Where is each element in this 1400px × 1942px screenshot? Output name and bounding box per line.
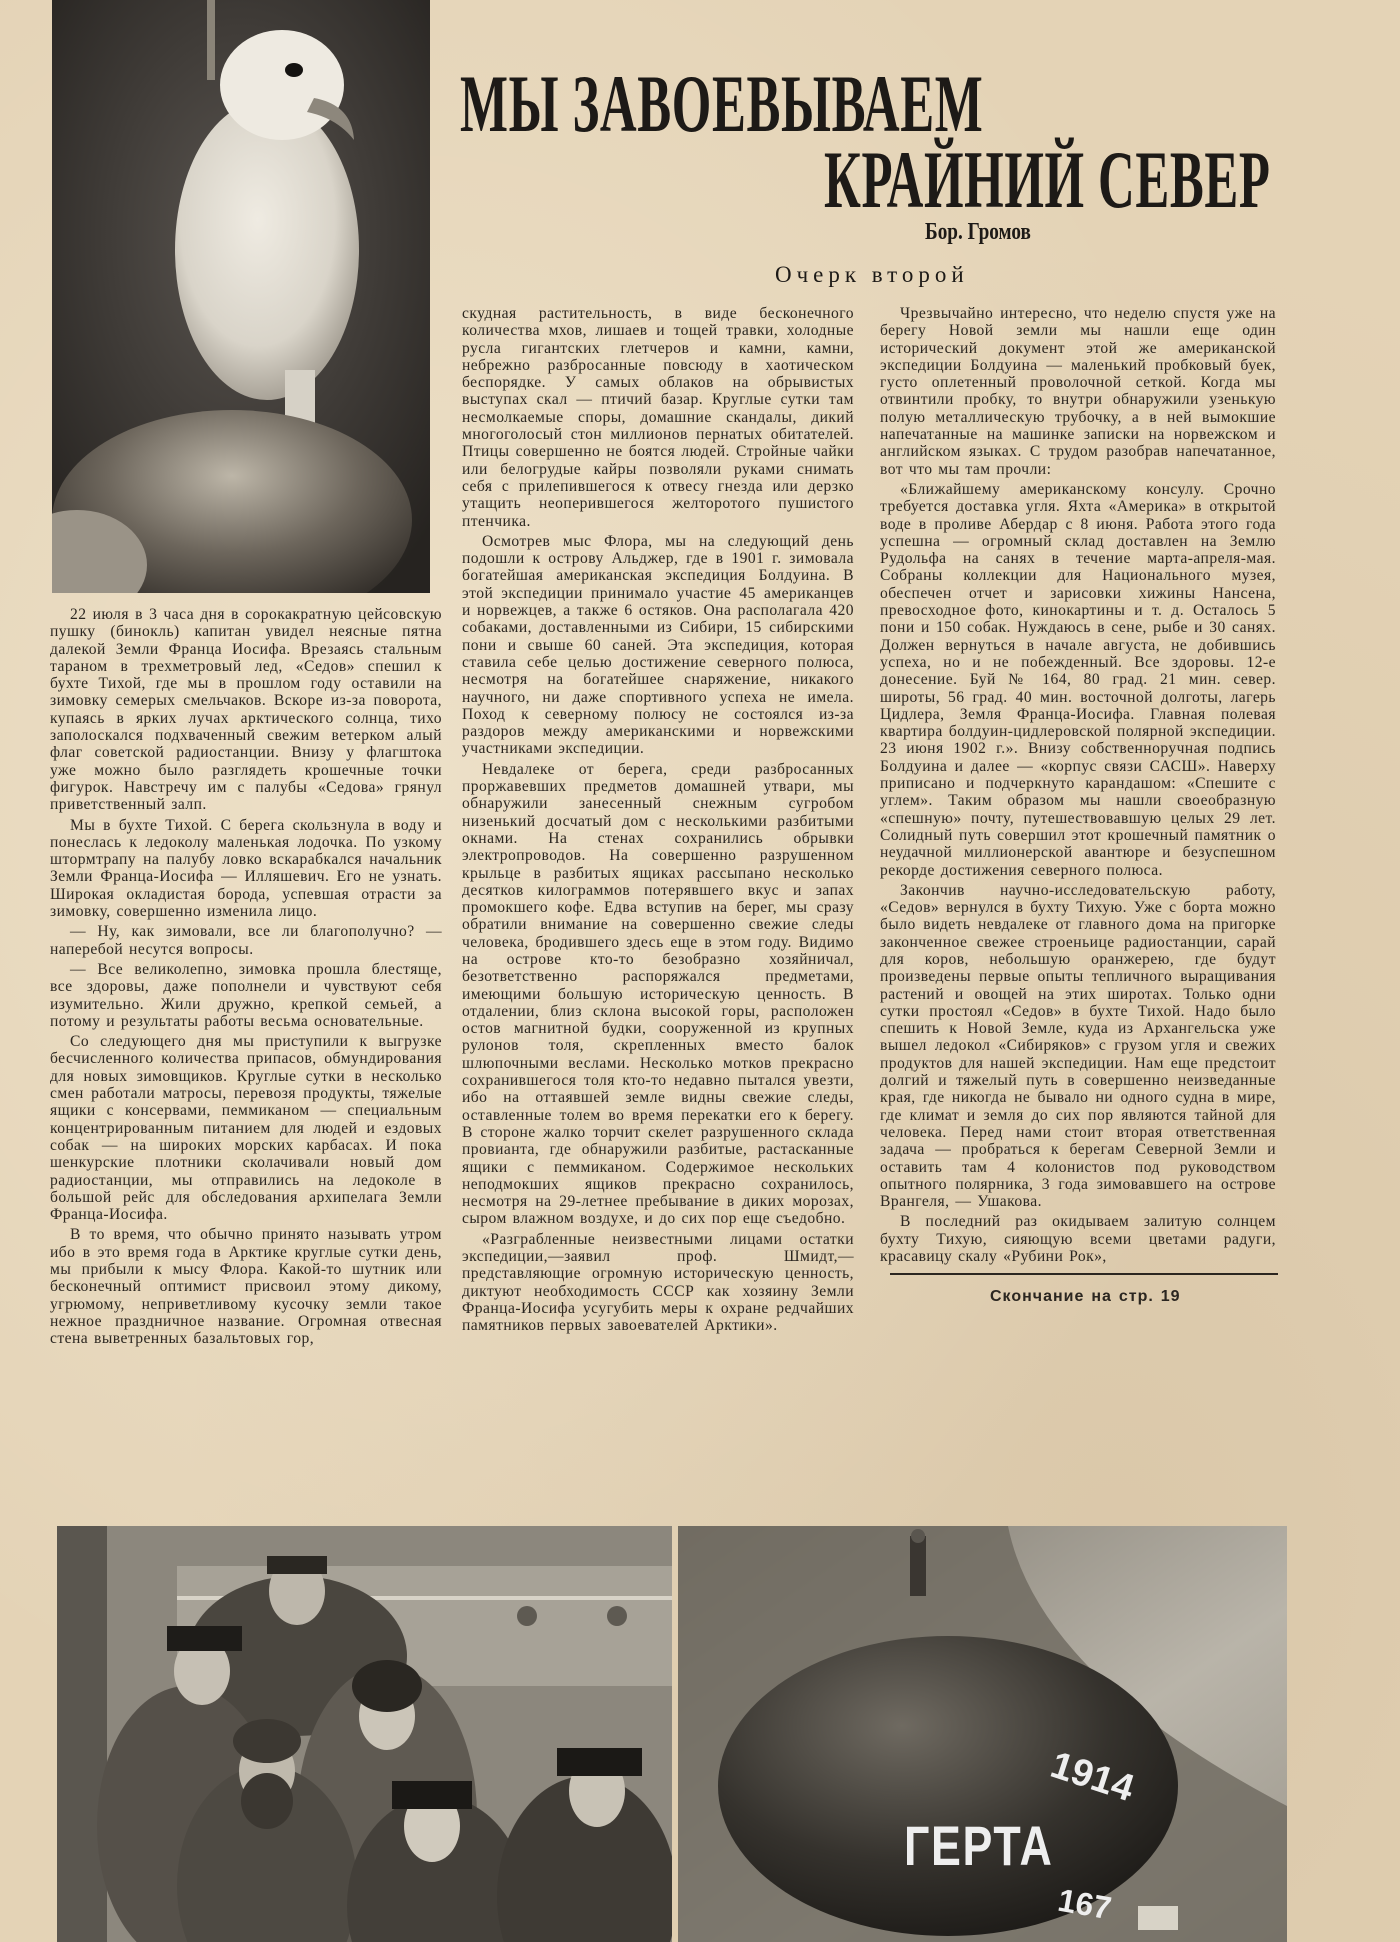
paragraph: «Ближайшему американскому консулу. Срочно требуется доставка угля. Яхта «Америка» в открытой воде в проливе Абердар с 8 июня. Работа этого года успешна — огромный склад доставлен на Землю Рудольфа на санях в течение марта-апреля-мая. Собраны коллекции для Национального музея, обеспечен отчет и зарисовки хижины Нансена, превосходное фото, кинокартины и т. д. Осталось 5 пони и 150 собак. Нуждаюсь в сене, рыбе и 30 санях. Должен вернуться в начале августа, не добившись успеха, но и не побежденный. Все здоровы. 12-е донесение. Буй № 164, 80 град. 21 мин. север. широты, 56 град. 40 мин. восточной долготы, лагерь Цидлера, Земля Франца-Иосифа. Главная полевая квартира болдуин-цидлеровской полярной экспедиции. 23 июня 1902 г.». Внизу собственноручная подпись Болдуина и далее — «корпус связи САСШ». Наверху приписано и подчеркнуто карандашом: «Спешите с углем». Таким образом мы нашли своеобразную «спешную» почту, путешествовавшую целых 29 лет. Солидный путь совершил этот крошечный памятник о неудачной миллионерской авантюре и безуспешном рекорде достижения северного полюса. — [880, 480, 1276, 879]
boulder-photo-image — [678, 1526, 1287, 1942]
paragraph: В то время, что обычно принято называть утром ибо в это время года в Арктике круглые сутки день, мы прибыли к мысу Флора. Какой-то шутник или бесконечный оптимист присвоил этому дикому, угрюмому, неприветливому кусочку земли такое нежное праздничное название. Огромная отвесная стена выветренных базальтовых гор, — [50, 1226, 442, 1348]
article-subtitle: Очерк второй — [775, 262, 969, 287]
article-title-line-1: МЫ ЗАВОЕВЫВАЕМ — [460, 58, 984, 149]
paragraph: В последний раз окидываем залитую солнцем бухту Тихую, сияющую всеми цветами радуги, красавицу скалу «Рубини Рок», — [880, 1213, 1276, 1266]
continuation-note: Скончание на стр. 19 — [990, 1288, 1181, 1306]
paragraph: Чрезвычайно интересно, что неделю спустя уже на берегу Новой земли мы нашли еще один исторический документ этой же американской экспедиции Болдуина — маленький пробковый буек, густо оплетенный проволочной сеткой. Когда мы отвинтили пробку, то внутри обнаружили узенькую полую металлическую трубочку, а в ней вымокшие напечатанные на машинке записки на норвежском и английском языках. С трудом разобрав напечатанное, вот что мы там прочли: — [880, 305, 1276, 478]
text-column-right — [880, 305, 1276, 1307]
rock-inscription-year: 1914 — [1045, 1743, 1139, 1811]
paragraph: Осмотрев мыс Флора, мы на следующий день подошли к острову Альджер, где в 1901 г. зимовала богатейшая американская экспедиция Болдуина. В этой экспедиции принимало участие 45 американцев и норвежцев, а также 6 остяков. Она располагала 420 собаками, доставленными из Сибири, 15 сибирскими пони и свыше 60 саней. Эта экспедиция, которая ставила себе целью достижение северного полюса, несмотря на богатейшее снаряжение, никакого научного, ни даже спортивного успеха не имела. Поход к северному полюсу не состоялся из-за раздоров между американскими и норвежскими участниками экспедиции. — [462, 532, 854, 758]
group-photo-image — [57, 1526, 672, 1942]
rock-inscription-number: 167 — [1055, 1881, 1115, 1927]
bird-photo-image — [52, 0, 430, 593]
article-author: Бор. Громов — [925, 219, 1031, 245]
paragraph: Закончив научно-исследовательскую работу, «Седов» вернулся в бухту Тихую. Уже с борта можно было видеть невдалеке от главного дома на пригорке законченное свежее строеньице радиостанции, сарай для коров, небольшую оранжерею, где будут произведены первые опыты тепличного выращивания растений и овощей на этих широтах. Только одни сутки простоял «Седов» в бухте Тихой. Надо было спешить к Новой Земле, куда из Архангельска уже вышел ледокол «Сибиряков» с грузом угля и свежих продуктов для нашей экспедиции. Нам еще предстоит долгий и тяжелый путь в совершенно неизведанные края, где никогда не бывало ни одного судна в мире, где климат и земля до сих пор являются тайной для человека. Перед нами стоит вторая ответственная задача — пробраться к берегам Северной Земли и оставить там 4 колонистов под руководством опытного полярника, 3 года зимовавшего на острове Врангеля, — Ушакова. — [880, 881, 1276, 1211]
paragraph: «Разграбленные неизвестными лицами остатки экспедиции,—заявил проф. Шмидт,— представляющие огромную историческую ценность, диктуют необходимость СССР как хозяину Земли Франца-Иосифа усугубить меры к охране редчайших памятников первых завоевателей Арктики». — [462, 1230, 854, 1335]
paragraph: Невдалеке от берега, среди разбросанных проржавевших предметов домашней утвари, мы обнаружили занесенный снежным сугробом низенький досчатый дом с несколькими разбитыми окнами. На стенах сохранились обрывки электропроводов. На совершенно разрушенном крыльце в разбитых ящиках рассыпано несколько десятков килограммов потерявшего вкус и запах промокшего кофе. Едва вступив на берег, мы сразу обратили внимание на совершенно свежие следы человека, бродившего здесь еще в этом году. Видимо на острове кто-то безобразно хозяйничал, безответственно распоряжался предметами, имеющими большую историческую ценность. В отдалении, близ склона высокой горы, расположен остов магнитной будки, сооруженной из крупных рулонов толя, скрепленных вместо балок шлюпочными веслами. Несколько мотков прекрасно сохранившегося толя кто-то недавно пытался увезти, ибо на оттаявшей земле видны свежие следы, оставленные толем во время перекатки его к берегу. В стороне жалко торчит скелет разрушенного склада провианта, где обнаружили разбитые, растасканные ящики с пеммиканом. Содержимое нескольких неподмокших ящиков прекрасно сохранилось, несмотря на 29-летнее пребывание в диких морозах, сыром влажном воздухе, и до сих пор еще съедобно. — [462, 760, 854, 1228]
paragraph: Мы в бухте Тихой. С берега скользнула в воду и понеслась к ледоколу маленькая лодочка. По узкому штормтрапу на палубу ловко вскарабкался начальник Земли Франца-Иосифа — Илляшевич. Его не узнать. Широкая окладистая борода, успевшая отрасти за зимовку, совершенно изменила лицо. — [50, 816, 442, 921]
paragraph: скудная растительность, в виде бесконечного количества мхов, лишаев и тощей травки, холодные русла гигантских глетчеров и камни, камни, небрежно разбросанные повсюду в хаотическом беспорядке. У самых облаков на обрывистых выступах скал — птичий базар. Круглые сутки там несмолкаемые споры, домашние скандалы, дикий многоголосый стон миллионов пернатых обитателей. Птицы совершенно не боятся людей. Стройные чайки или белогрудые кайры позволяли руками снимать себя с прилепившегося к отвесу гнезда или дерзко утащить неоперившегося желторотого пушистого птенчика. — [462, 305, 854, 530]
text-column-middle — [462, 305, 854, 1338]
paragraph: — Все великолепно, зимовка прошла блестяще, все здоровы, даже пополнели и чувствуют себя изумительно. Жили дружно, крепкой семьей, а потому и результаты работы весьма основательные. — [50, 960, 442, 1030]
paragraph: Со следующего дня мы приступили к выгрузке бесчисленного количества припасов, обмундирования для новых зимовщиков. Круглые сутки в несколько смен работали матросы, перевозя продукты, тяжелые ящики с консервами, пеммиканом — специальным концентрированным питанием для людей и ездовых собак — на широких морских карбасах. И пока шенкурские плотники сколачивали новый дом радиостанции, мы отправились на ледоколе в большой рейс для обследования архипелага Земли Франца-Иосифа. — [50, 1033, 442, 1224]
photo-expedition-members — [57, 1526, 672, 1942]
photo-inscribed-boulder — [678, 1526, 1287, 1942]
paragraph: 22 июля в 3 часа дня в сорокакратную цейсовскую пушку (бинокль) капитан увидел неясные пятна далекой Земли Франца Иосифа. Врезаясь стальным тараном в трехметровый лед, «Седов» спешил к бухте Тихой, где мы в прошлом году оставили на зимовку семерых смельчаков. Вскоре из-за поворота, купаясь в ярких лучах арктического солнца, тихо заполоскался подхваченный свежим ветерком алый флаг советской радиостанции. Внизу у флагштока уже можно было разглядеть крошечные точки фигурок. Навстречу им с палубы «Седова» грянул приветственный залп. — [50, 606, 442, 814]
column-divider-rule — [890, 1273, 1278, 1275]
text-column-left — [50, 606, 442, 1350]
article-title-line-2: КРАЙНИЙ СЕВЕР — [824, 134, 1271, 225]
paragraph: — Ну, как зимовали, все ли благополучно? — наперебой несутся вопросы. — [50, 923, 442, 958]
photo-ivory-gull — [52, 0, 430, 593]
rock-inscription-name: ГЕРТА — [904, 1814, 1054, 1877]
